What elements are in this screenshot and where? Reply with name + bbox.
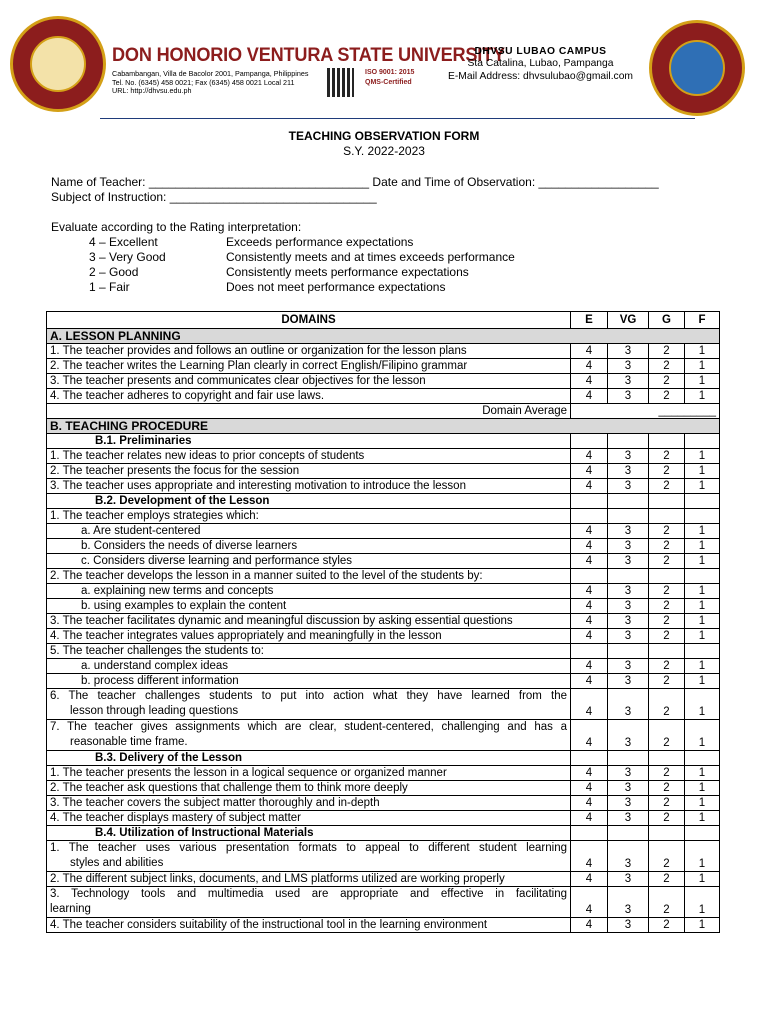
criterion-text bbox=[47, 887, 571, 918]
empty-score-cell bbox=[649, 434, 685, 449]
score-option-4[interactable]: 4 bbox=[571, 841, 608, 872]
score-option-3[interactable]: 3 bbox=[608, 464, 649, 479]
empty-score-cell bbox=[608, 751, 649, 766]
score-option-1[interactable]: 1 bbox=[685, 796, 720, 811]
criterion-text: 1. The teacher employs strategies which: bbox=[47, 509, 571, 524]
score-option-2[interactable]: 2 bbox=[649, 689, 685, 720]
score-option-2[interactable]: 2 bbox=[649, 359, 685, 374]
criterion-row bbox=[47, 766, 720, 781]
score-option-4[interactable]: 4 bbox=[571, 720, 608, 751]
empty-score-cell bbox=[685, 826, 720, 841]
rating-desc: Does not meet performance expectations bbox=[226, 280, 446, 294]
evaluate-instruction: Evaluate according to the Rating interpretation: bbox=[51, 220, 302, 234]
score-option-1[interactable]: 1 bbox=[685, 720, 720, 751]
empty-score-cell bbox=[571, 644, 608, 659]
score-option-2[interactable]: 2 bbox=[649, 766, 685, 781]
empty-score-cell bbox=[571, 751, 608, 766]
score-option-2[interactable]: 2 bbox=[649, 599, 685, 614]
subsection-header-row bbox=[47, 434, 720, 449]
score-option-2[interactable]: 2 bbox=[649, 614, 685, 629]
score-option-2[interactable]: 2 bbox=[649, 841, 685, 872]
score-option-2[interactable]: 2 bbox=[649, 524, 685, 539]
score-option-1[interactable]: 1 bbox=[685, 766, 720, 781]
criterion-text bbox=[47, 841, 571, 872]
score-option-3[interactable]: 3 bbox=[608, 599, 649, 614]
score-option-1[interactable]: 1 bbox=[685, 689, 720, 720]
criterion-text: 4. The teacher adheres to copyright and fair use laws. bbox=[47, 389, 571, 404]
criterion-text-line2: learning bbox=[50, 903, 91, 915]
score-option-1[interactable]: 1 bbox=[685, 811, 720, 826]
criterion-text: 3. The teacher facilitates dynamic and meaningful discussion by asking essential questions bbox=[47, 614, 571, 629]
table-header-row bbox=[47, 312, 720, 329]
criterion-text: 3. The teacher uses appropriate and interesting motivation to introduce the lesson bbox=[47, 479, 571, 494]
score-option-1[interactable]: 1 bbox=[685, 674, 720, 689]
score-option-4[interactable]: 4 bbox=[571, 918, 608, 933]
rating-desc: Exceeds performance expectations bbox=[226, 235, 414, 249]
empty-score-cell bbox=[571, 826, 608, 841]
criterion-text-line1: 1. The teacher uses various presentation formats to appeal to different student learning bbox=[50, 842, 567, 854]
score-option-2[interactable]: 2 bbox=[649, 674, 685, 689]
score-option-1[interactable]: 1 bbox=[685, 389, 720, 404]
header-divider bbox=[100, 118, 695, 119]
score-option-3[interactable]: 3 bbox=[608, 359, 649, 374]
score-option-3[interactable]: 3 bbox=[608, 918, 649, 933]
criterion-text-line2: reasonable time frame. bbox=[70, 736, 188, 748]
score-option-1[interactable]: 1 bbox=[685, 872, 720, 887]
score-option-4[interactable]: 4 bbox=[571, 554, 608, 569]
score-option-2[interactable]: 2 bbox=[649, 344, 685, 359]
score-option-1[interactable]: 1 bbox=[685, 539, 720, 554]
score-option-4[interactable]: 4 bbox=[571, 479, 608, 494]
score-option-3[interactable]: 3 bbox=[608, 689, 649, 720]
score-option-1[interactable]: 1 bbox=[685, 614, 720, 629]
criterion-row bbox=[47, 374, 720, 389]
score-option-2[interactable]: 2 bbox=[649, 918, 685, 933]
rating-desc: Consistently meets and at times exceeds performance bbox=[226, 250, 515, 264]
score-option-4[interactable]: 4 bbox=[571, 374, 608, 389]
score-option-4[interactable]: 4 bbox=[571, 614, 608, 629]
criterion-row bbox=[47, 674, 720, 689]
score-option-4[interactable]: 4 bbox=[571, 796, 608, 811]
empty-score-cell bbox=[608, 434, 649, 449]
score-option-2[interactable]: 2 bbox=[649, 887, 685, 918]
score-option-4[interactable]: 4 bbox=[571, 766, 608, 781]
score-option-4[interactable]: 4 bbox=[571, 659, 608, 674]
score-option-2[interactable]: 2 bbox=[649, 720, 685, 751]
score-option-1[interactable]: 1 bbox=[685, 344, 720, 359]
form-title: TEACHING OBSERVATION FORM bbox=[288, 129, 480, 143]
score-option-2[interactable]: 2 bbox=[649, 811, 685, 826]
criterion-text: 2. The teacher ask questions that challenge them to think more deeply bbox=[47, 781, 571, 796]
score-option-3[interactable]: 3 bbox=[608, 720, 649, 751]
criterion-row bbox=[47, 524, 720, 539]
empty-score-cell bbox=[649, 494, 685, 509]
empty-score-cell bbox=[608, 644, 649, 659]
subject-line[interactable]: Subject of Instruction: _______________________________ bbox=[51, 190, 377, 204]
score-option-4[interactable]: 4 bbox=[571, 344, 608, 359]
criterion-row bbox=[47, 479, 720, 494]
criterion-text: 2. The different subject links, documents, and LMS platforms utilized are working properly bbox=[47, 872, 571, 887]
score-option-2[interactable]: 2 bbox=[649, 479, 685, 494]
score-option-3[interactable]: 3 bbox=[608, 659, 649, 674]
score-option-4[interactable]: 4 bbox=[571, 689, 608, 720]
criterion-text: 2. The teacher presents the focus for the session bbox=[47, 464, 571, 479]
empty-score-cell bbox=[685, 494, 720, 509]
col-header-vg: VG bbox=[608, 312, 649, 329]
criterion-text: a. Are student-centered bbox=[47, 524, 571, 539]
score-option-4[interactable]: 4 bbox=[571, 449, 608, 464]
empty-score-cell bbox=[649, 826, 685, 841]
university-name: DON HONORIO VENTURA STATE UNIVERSITY bbox=[112, 44, 505, 66]
criterion-row bbox=[47, 389, 720, 404]
subsection-title: B.3. Delivery of the Lesson bbox=[47, 751, 571, 766]
subsection-header-row bbox=[47, 751, 720, 766]
score-option-3[interactable]: 3 bbox=[608, 389, 649, 404]
score-option-1[interactable]: 1 bbox=[685, 887, 720, 918]
score-option-3[interactable]: 3 bbox=[608, 841, 649, 872]
empty-score-cell bbox=[608, 826, 649, 841]
score-option-3[interactable]: 3 bbox=[608, 374, 649, 389]
criterion-row bbox=[47, 841, 720, 872]
score-option-1[interactable]: 1 bbox=[685, 841, 720, 872]
criterion-group-row bbox=[47, 509, 720, 524]
score-option-2[interactable]: 2 bbox=[649, 449, 685, 464]
score-option-1[interactable]: 1 bbox=[685, 584, 720, 599]
criterion-text: a. understand complex ideas bbox=[47, 659, 571, 674]
subsection-title: B.2. Development of the Lesson bbox=[47, 494, 571, 509]
criterion-text: 4. The teacher considers suitability of the instructional tool in the learning environment bbox=[47, 918, 571, 933]
section-title: A. LESSON PLANNING bbox=[47, 329, 720, 344]
score-option-4[interactable]: 4 bbox=[571, 629, 608, 644]
score-option-3[interactable]: 3 bbox=[608, 674, 649, 689]
criterion-text: 2. The teacher develops the lesson in a manner suited to the level of the students by: bbox=[47, 569, 571, 584]
section-header-row bbox=[47, 329, 720, 344]
criterion-row bbox=[47, 464, 720, 479]
score-option-4[interactable]: 4 bbox=[571, 674, 608, 689]
criterion-text-line1: 7. The teacher gives assignments which are clear, student-centered, challenging and has a bbox=[50, 721, 567, 733]
score-option-2[interactable]: 2 bbox=[649, 584, 685, 599]
criterion-text: 1. The teacher relates new ideas to prior concepts of students bbox=[47, 449, 571, 464]
domain-average-row bbox=[47, 404, 720, 419]
score-option-4[interactable]: 4 bbox=[571, 359, 608, 374]
criterion-text: a. explaining new terms and concepts bbox=[47, 584, 571, 599]
observation-table bbox=[46, 311, 720, 933]
col-header-f: F bbox=[685, 312, 720, 329]
score-option-4[interactable]: 4 bbox=[571, 539, 608, 554]
score-option-1[interactable]: 1 bbox=[685, 374, 720, 389]
section-header-row bbox=[47, 419, 720, 434]
criterion-text: 3. The teacher presents and communicates clear objectives for the lesson bbox=[47, 374, 571, 389]
col-header-domains: DOMAINS bbox=[47, 312, 571, 329]
criterion-row bbox=[47, 539, 720, 554]
criterion-text bbox=[47, 720, 571, 751]
score-option-1[interactable]: 1 bbox=[685, 629, 720, 644]
teacher-name-line[interactable]: Name of Teacher: _________________________________ Date and Time of Observation: __________________ bbox=[51, 175, 659, 189]
empty-score-cell bbox=[608, 494, 649, 509]
empty-score-cell bbox=[649, 644, 685, 659]
score-option-3[interactable]: 3 bbox=[608, 872, 649, 887]
score-option-4[interactable]: 4 bbox=[571, 811, 608, 826]
empty-score-cell bbox=[571, 509, 608, 524]
score-option-3[interactable]: 3 bbox=[608, 539, 649, 554]
criterion-row bbox=[47, 811, 720, 826]
criterion-text-line2: lesson through leading questions bbox=[70, 705, 239, 717]
empty-score-cell bbox=[571, 434, 608, 449]
domain-average-field[interactable]: _________ bbox=[571, 404, 720, 419]
score-option-3[interactable]: 3 bbox=[608, 629, 649, 644]
score-option-4[interactable]: 4 bbox=[571, 524, 608, 539]
rating-desc: Consistently meets performance expectations bbox=[226, 265, 469, 279]
score-option-2[interactable]: 2 bbox=[649, 781, 685, 796]
col-header-e: E bbox=[571, 312, 608, 329]
score-option-4[interactable]: 4 bbox=[571, 599, 608, 614]
score-option-1[interactable]: 1 bbox=[685, 464, 720, 479]
score-option-1[interactable]: 1 bbox=[685, 359, 720, 374]
criterion-row bbox=[47, 689, 720, 720]
rating-code: 1 – Fair bbox=[89, 280, 130, 294]
iso-certification: ISO 9001: 2015 QMS-Certified bbox=[365, 69, 415, 86]
score-option-1[interactable]: 1 bbox=[685, 449, 720, 464]
criterion-text-line1: 3. Technology tools and multimedia used are appropriate and effective in facilitating bbox=[50, 888, 567, 900]
score-option-2[interactable]: 2 bbox=[649, 554, 685, 569]
criterion-row bbox=[47, 887, 720, 918]
score-option-2[interactable]: 2 bbox=[649, 796, 685, 811]
campus-seal-logo bbox=[649, 20, 745, 116]
score-option-2[interactable]: 2 bbox=[649, 629, 685, 644]
score-option-3[interactable]: 3 bbox=[608, 344, 649, 359]
criterion-row bbox=[47, 359, 720, 374]
criterion-row bbox=[47, 599, 720, 614]
col-header-g: G bbox=[649, 312, 685, 329]
campus-info: DHVSU LUBAO CAMPUS Sta Catalina, Lubao, Pampanga E-Mail Address: dhvsulubao@gmail.com bbox=[448, 46, 634, 82]
subsection-title: B.4. Utilization of Instructional Materials bbox=[47, 826, 571, 841]
score-option-4[interactable]: 4 bbox=[571, 872, 608, 887]
criterion-text: 1. The teacher provides and follows an outline or organization for the lesson plans bbox=[47, 344, 571, 359]
empty-score-cell bbox=[685, 644, 720, 659]
empty-score-cell bbox=[649, 751, 685, 766]
score-option-4[interactable]: 4 bbox=[571, 584, 608, 599]
criterion-text: 5. The teacher challenges the students to: bbox=[47, 644, 571, 659]
criterion-text: b. process different information bbox=[47, 674, 571, 689]
score-option-1[interactable]: 1 bbox=[685, 554, 720, 569]
score-option-3[interactable]: 3 bbox=[608, 584, 649, 599]
criterion-row bbox=[47, 918, 720, 933]
score-option-3[interactable]: 3 bbox=[608, 479, 649, 494]
criterion-row bbox=[47, 781, 720, 796]
score-option-2[interactable]: 2 bbox=[649, 389, 685, 404]
score-option-3[interactable]: 3 bbox=[608, 554, 649, 569]
criterion-row bbox=[47, 720, 720, 751]
criterion-text-line1: 6. The teacher challenges students to put into action what they have learned from the bbox=[50, 690, 567, 702]
criterion-text: 1. The teacher presents the lesson in a logical sequence or organized manner bbox=[47, 766, 571, 781]
domain-average-label: Domain Average bbox=[47, 404, 571, 419]
criterion-group-row bbox=[47, 569, 720, 584]
score-option-3[interactable]: 3 bbox=[608, 811, 649, 826]
criterion-row bbox=[47, 614, 720, 629]
rating-code: 3 – Very Good bbox=[89, 250, 166, 264]
criterion-row bbox=[47, 449, 720, 464]
rating-code: 4 – Excellent bbox=[89, 235, 158, 249]
score-option-1[interactable]: 1 bbox=[685, 479, 720, 494]
criterion-row bbox=[47, 554, 720, 569]
rating-code: 2 – Good bbox=[89, 265, 139, 279]
criterion-text: c. Considers diverse learning and performance styles bbox=[47, 554, 571, 569]
score-option-3[interactable]: 3 bbox=[608, 796, 649, 811]
subsection-title: B.1. Preliminaries bbox=[47, 434, 571, 449]
criterion-text: 4. The teacher integrates values appropriately and meaningfully in the lesson bbox=[47, 629, 571, 644]
score-option-3[interactable]: 3 bbox=[608, 781, 649, 796]
score-option-1[interactable]: 1 bbox=[685, 659, 720, 674]
section-title: B. TEACHING PROCEDURE bbox=[47, 419, 720, 434]
score-option-2[interactable]: 2 bbox=[649, 659, 685, 674]
score-option-2[interactable]: 2 bbox=[649, 464, 685, 479]
empty-score-cell bbox=[685, 751, 720, 766]
empty-score-cell bbox=[649, 509, 685, 524]
criterion-group-row bbox=[47, 644, 720, 659]
score-option-3[interactable]: 3 bbox=[608, 887, 649, 918]
criterion-row bbox=[47, 584, 720, 599]
criterion-text-line2: styles and abilities bbox=[70, 857, 164, 869]
criterion-text: 2. The teacher writes the Learning Plan clearly in correct English/Filipino grammar bbox=[47, 359, 571, 374]
score-option-4[interactable]: 4 bbox=[571, 781, 608, 796]
criterion-row bbox=[47, 344, 720, 359]
qr-code bbox=[327, 68, 354, 97]
score-option-1[interactable]: 1 bbox=[685, 781, 720, 796]
score-option-3[interactable]: 3 bbox=[608, 614, 649, 629]
score-option-4[interactable]: 4 bbox=[571, 464, 608, 479]
score-option-1[interactable]: 1 bbox=[685, 524, 720, 539]
empty-score-cell bbox=[608, 509, 649, 524]
empty-score-cell bbox=[649, 569, 685, 584]
criterion-text: b. using examples to explain the content bbox=[47, 599, 571, 614]
university-address: Cabambangan, Villa de Bacolor 2001, Pampanga, Philippines Tel. No. (6345) 458 0021; Fax (6345) 458 0021 Local 211 URL: http://dhvsu.edu.ph bbox=[112, 69, 309, 96]
criterion-text: b. Considers the needs of diverse learners bbox=[47, 539, 571, 554]
score-option-4[interactable]: 4 bbox=[571, 887, 608, 918]
empty-score-cell bbox=[571, 569, 608, 584]
score-option-3[interactable]: 3 bbox=[608, 449, 649, 464]
empty-score-cell bbox=[571, 494, 608, 509]
score-option-2[interactable]: 2 bbox=[649, 872, 685, 887]
score-option-1[interactable]: 1 bbox=[685, 918, 720, 933]
score-option-2[interactable]: 2 bbox=[649, 374, 685, 389]
criterion-row bbox=[47, 872, 720, 887]
score-option-3[interactable]: 3 bbox=[608, 524, 649, 539]
criterion-row bbox=[47, 629, 720, 644]
criterion-text bbox=[47, 689, 571, 720]
score-option-4[interactable]: 4 bbox=[571, 389, 608, 404]
criterion-text: 3. The teacher covers the subject matter thoroughly and in-depth bbox=[47, 796, 571, 811]
empty-score-cell bbox=[608, 569, 649, 584]
criterion-text: 4. The teacher displays mastery of subject matter bbox=[47, 811, 571, 826]
subsection-header-row bbox=[47, 826, 720, 841]
empty-score-cell bbox=[685, 509, 720, 524]
criterion-row bbox=[47, 659, 720, 674]
university-seal-logo bbox=[10, 16, 106, 112]
score-option-3[interactable]: 3 bbox=[608, 766, 649, 781]
score-option-1[interactable]: 1 bbox=[685, 599, 720, 614]
school-year: S.Y. 2022-2023 bbox=[343, 144, 425, 158]
empty-score-cell bbox=[685, 569, 720, 584]
subsection-header-row bbox=[47, 494, 720, 509]
criterion-row bbox=[47, 796, 720, 811]
empty-score-cell bbox=[685, 434, 720, 449]
score-option-2[interactable]: 2 bbox=[649, 539, 685, 554]
